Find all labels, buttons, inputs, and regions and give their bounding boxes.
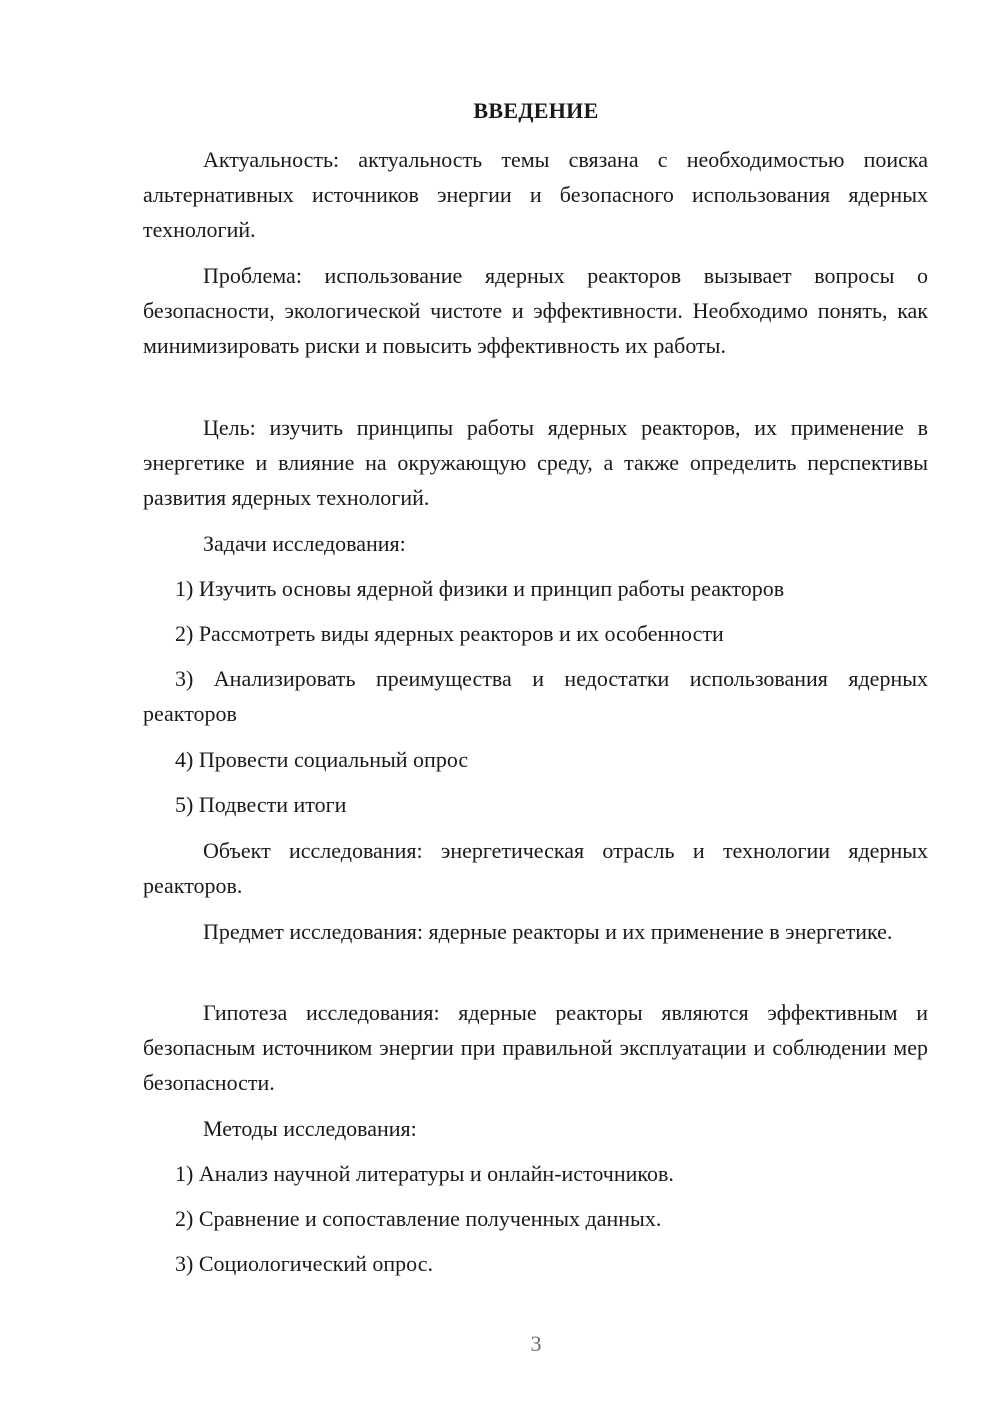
task-item-4: 4) Провести социальный опрос: [175, 747, 469, 772]
task-item-1: 1) Изучить основы ядерной физики и принцип работы реакторов: [175, 576, 785, 601]
task-item-3: 3) Анализировать преимущества и недостатки использования ядерных реакторов: [143, 666, 928, 726]
method-item-3: 3) Социологический опрос.: [175, 1251, 433, 1276]
page-number: 3: [530, 1331, 542, 1356]
page-title: ВВЕДЕНИЕ: [473, 98, 599, 123]
task-item-5: 5) Подвести итоги: [175, 792, 347, 817]
paragraph-problem: Проблема: использование ядерных реакторов вызывает вопросы о безопасности, экологической чистоте и эффективности. Необходимо понять, как минимизировать риски и повысить эффективность их работы.: [143, 263, 928, 358]
method-item-2: 2) Сравнение и сопоставление полученных данных.: [175, 1206, 662, 1231]
paragraph-goal: Цель: изучить принципы работы ядерных реакторов, их применение в энергетике и влияние на окружающую среду, а также определить перспективы развития ядерных технологий.: [143, 415, 928, 510]
paragraph-object: Объект исследования: энергетическая отрасль и технологии ядерных реакторов.: [143, 838, 928, 898]
paragraph-subject: Предмет исследования: ядерные реакторы и их применение в энергетике.: [203, 919, 893, 944]
methods-heading: Методы исследования:: [203, 1116, 417, 1141]
tasks-heading: Задачи исследования:: [203, 531, 406, 556]
paragraph-relevance: Актуальность: актуальность темы связана с необходимостью поиска альтернативных источников энергии и безопасного использования ядерных технологий.: [143, 147, 928, 242]
paragraph-hypothesis: Гипотеза исследования: ядерные реакторы являются эффективным и безопасным источником энергии при правильной эксплуатации и соблюдении мер безопасности.: [143, 1000, 928, 1095]
method-item-1: 1) Анализ научной литературы и онлайн-источников.: [175, 1161, 674, 1186]
task-item-2: 2) Рассмотреть виды ядерных реакторов и их особенности: [175, 621, 724, 646]
